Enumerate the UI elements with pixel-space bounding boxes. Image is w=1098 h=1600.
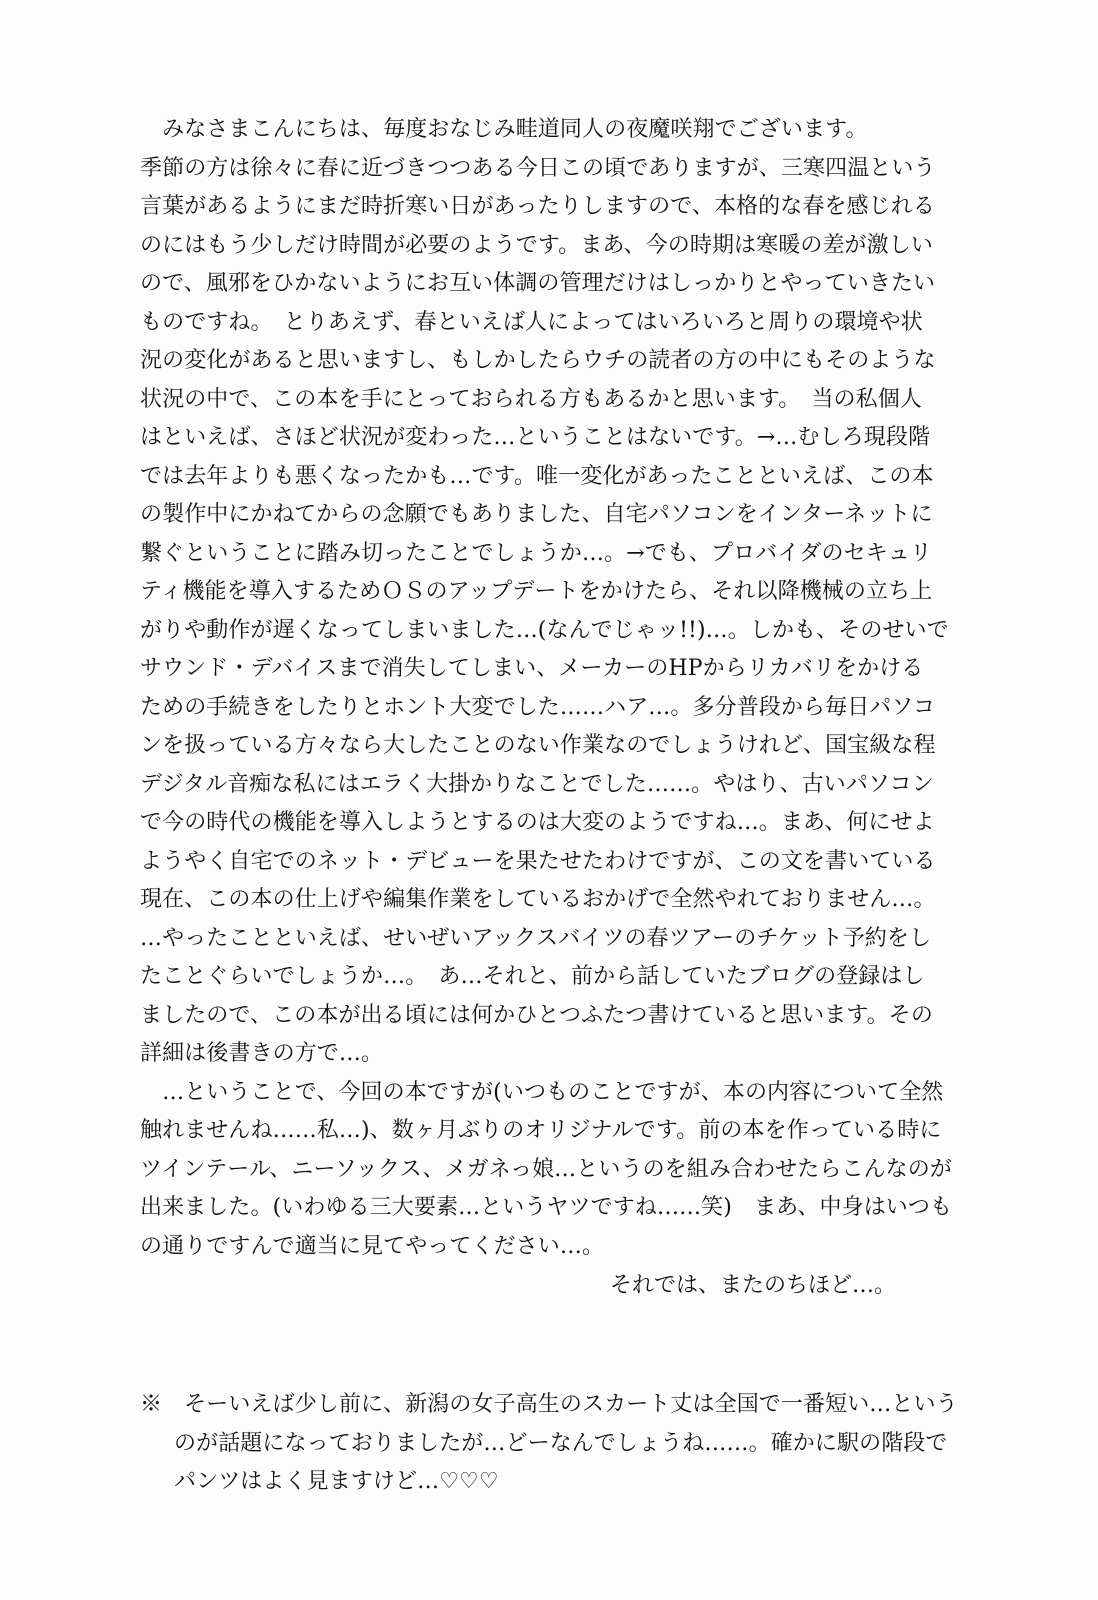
- text-line: 触れませんね……私…)、数ヶ月ぶりのオリジナルです。前の本を作っている時に: [140, 1118, 942, 1143]
- text-line: …やったことといえば、せいぜいアックスバイツの春ツアーのチケット予約をし: [140, 925, 932, 951]
- text-line: 繋ぐということに踏み切ったことでしょうか…。→でも、プロバイダのセキュリ: [140, 540, 933, 566]
- note-line: パンツはよく見ますけど…♡♡♡: [174, 1469, 499, 1494]
- text-line: たことぐらいでしょうか…。 あ…それと、前から話していたブログの登録はし: [140, 964, 925, 989]
- text-line: の通りですんで適当に見てやってください…。: [140, 1233, 605, 1259]
- text-line: のにはもう少しだけ時間が必要のようです。まあ、今の時期は寒暖の差が激しい: [140, 232, 933, 258]
- text-line: みなさまこんにちは、毎度おなじみ畦道同人の夜魔咲翔でございます。: [140, 117, 868, 142]
- text-line: サウンド・デバイスまで消失してしまい、メーカーのHPからリカバリをかける: [140, 656, 924, 681]
- text-line: では去年よりも悪くなったかも…です。唯一変化があったことといえば、この本: [140, 463, 934, 489]
- note-line: ※ そーいえば少し前に、新潟の女子高生のスカート丈は全国で一番短い…という: [140, 1392, 958, 1417]
- text-line: デジタル音痴な私にはエラく大掛かりなことでした……。やはり、古いパソコン: [140, 771, 934, 797]
- closing-line: それでは、またのちほど…。: [610, 1273, 897, 1298]
- text-line: 状況の中で、この本を手にとっておられる方もあるかと思います。 当の私個人: [140, 386, 922, 412]
- text-line: ものですね。 とりあえず、春といえば人によってはいろいろと周りの環境や状: [140, 309, 923, 335]
- text-line: の製作中にかねてからの念願でもありました、自宅パソコンをインターネットに: [140, 502, 933, 527]
- text-line: ましたので、この本が出る頃には何かひとつふたつ書けていると思います。その: [140, 1002, 933, 1028]
- text-line: ンを扱っている方々なら大したことのない作業なのでしょうけれど、国宝級な程: [140, 733, 936, 758]
- footnote: [140, 1386, 970, 1502]
- text-line: 詳細は後書きの方で…。: [140, 1041, 384, 1066]
- text-line: 季節の方は徐々に春に近づきつつある今日この頃でありますが、三寒四温という: [140, 155, 936, 181]
- text-line: …ということで、今回の本ですが(いつものことですが、本の内容について全然: [140, 1079, 944, 1105]
- text-line: はといえば、さほど状況が変わった…ということはないです。→…むしろ現段階: [140, 425, 931, 450]
- text-line: 言葉があるようにまだ時折寒い日があったりしますので、本格的な春を感じれる: [140, 194, 935, 219]
- note-line: のが話題になっておりましたが…どーなんでしょうね……。確かに駅の階段で: [174, 1430, 948, 1456]
- body-text: [140, 111, 970, 1266]
- text-line: 現在、この本の仕上げや編集作業をしているおかげで全然やれておりません…。: [140, 887, 936, 912]
- text-line: ティ機能を導入するためＯＳのアップデートをかけたら、それ以降機械の立ち上: [140, 579, 933, 604]
- text-line: がりや動作が遅くなってしまいました…(なんでじゃッ!!)…。しかも、そのせいで: [140, 617, 949, 643]
- text-line: で今の時代の機能を導入しようとするのは大変のようですね…。まあ、何にせよ: [140, 810, 935, 835]
- text-line: ための手続きをしたりとホント大変でした……ハア…。多分普段から毎日パソコ: [140, 694, 936, 720]
- text-line: ツインテール、ニーソックス、メガネっ娘…というのを組み合わせたらこんなのが: [140, 1156, 952, 1182]
- text-line: ようやく自宅でのネット・デビューを果たせたわけですが、この文を書いている: [140, 848, 936, 874]
- text-line: 出来ました。(いわゆる三大要素…というヤツですね……笑) まあ、中身はいつも: [140, 1195, 953, 1220]
- text-line: ので、風邪をひかないようにお互い体調の管理だけはしっかりとやっていきたい: [140, 271, 936, 296]
- text-line: 況の変化があると思いますし、もしかしたらウチの読者の方の中にもそのような: [140, 348, 936, 373]
